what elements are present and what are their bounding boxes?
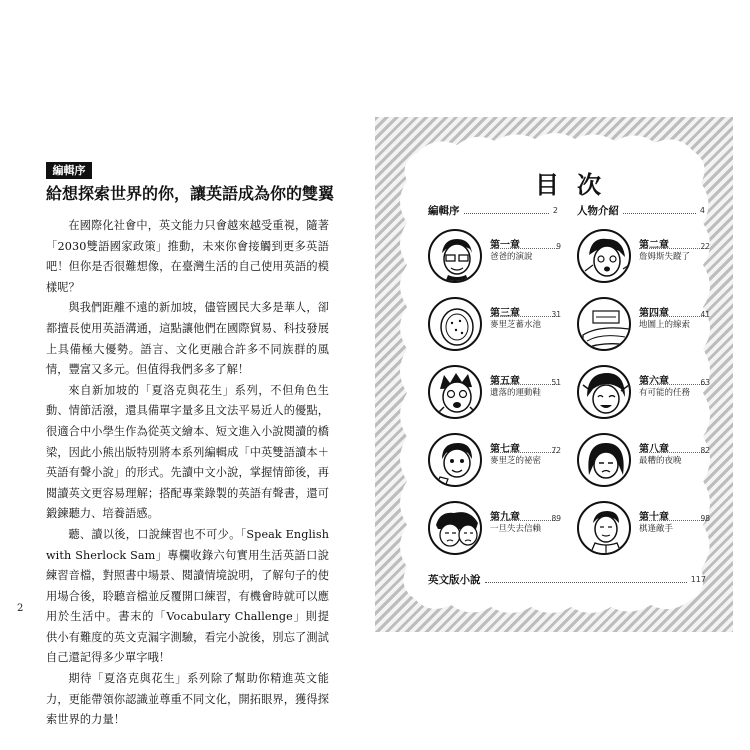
toc-title: 目次 <box>535 171 619 199</box>
chapter-label: 第十章 <box>639 512 669 523</box>
reservoir-object-icon <box>428 297 482 351</box>
chapter-label: 第七章 <box>490 444 520 455</box>
chapter-label: 第六章 <box>639 376 669 387</box>
chapter-subtitle: 爸爸的演說 <box>490 252 533 262</box>
chapter-page: 31 <box>551 310 561 319</box>
chapter-label: 第一章 <box>490 240 520 251</box>
toc-chapter-3[interactable] <box>428 297 578 367</box>
sad-girl-portrait-icon <box>577 433 631 487</box>
preface-body <box>46 216 329 731</box>
editor-preface-label: 編輯序 <box>46 162 92 179</box>
page-number: 2 <box>17 603 24 614</box>
toc-chapter-2[interactable] <box>577 229 727 299</box>
chapter-label: 第四章 <box>639 308 669 319</box>
preface-paragraph: 期待「夏洛克與花生」系列除了幫助你精進英文能力，更能帶領你認識並尊重不同文化，開拓眼界，獲得探索世界的力量！ <box>46 672 329 727</box>
chapter-page: 89 <box>551 514 561 523</box>
toc-english-version[interactable] <box>428 572 706 587</box>
chapter-page: 98 <box>700 514 710 523</box>
toc-chapter-8[interactable] <box>577 433 727 503</box>
toc-characters-label: 人物介紹 <box>577 205 619 217</box>
excited-girl-portrait-icon <box>577 365 631 419</box>
dot-leader <box>485 577 687 583</box>
toc-chapter-6[interactable] <box>577 365 727 435</box>
chapter-page: 63 <box>700 378 710 387</box>
chapter-subtitle: 麥里芝蓄水池 <box>490 320 542 330</box>
toc-chapter-7[interactable] <box>428 433 578 503</box>
chapter-label: 第二章 <box>639 240 669 251</box>
chapter-subtitle: 棋逢敵手 <box>639 524 674 534</box>
chapter-page: 51 <box>551 378 561 387</box>
chapter-label: 第五章 <box>490 376 520 387</box>
dot-leader <box>464 208 549 214</box>
preface-title: 給想探索世界的你，讓英語成為你的雙翼 <box>46 184 335 203</box>
toc-chapter-5[interactable] <box>428 365 578 435</box>
chapter-subtitle: 有可能的任務 <box>639 388 691 398</box>
chapter-subtitle: 麥里芝的祕密 <box>490 456 542 466</box>
toc-editor-preface-page: 2 <box>552 206 558 215</box>
toc-chapter-1[interactable] <box>428 229 578 299</box>
chapter-subtitle: 遺落的運動鞋 <box>490 388 542 398</box>
dad-portrait-icon <box>428 229 482 283</box>
preface-paragraph: 在國際化社會中，英文能力只會越來越受重視，隨著「2030雙語國家政策」推動，未來你會接觸到更多英語吧！但你是否很難想像，在臺灣生活的自己使用英語的模樣呢？ <box>46 219 329 294</box>
chapter-label: 第三章 <box>490 308 520 319</box>
scared-boy-portrait-icon <box>577 229 631 283</box>
chapter-label: 第九章 <box>490 512 520 523</box>
preface-paragraph: 聽、讀以後，口說練習也不可少。「Speak English with Sherlock Sam」專欄收錄六句實用生活英語口說練習音檔，對照書中場景、閱讀情境說明，了解句子的使用場合後，聆聽音檔並反覆開口練習，有機會時就可以應用於生活中。書末的「Vocabulary Challenge」則提供小有難度的英文克漏字測驗，看完小說後，別忘了測試自己還記得多少單字哦！ <box>46 527 329 665</box>
chapter-subtitle: 詹姆斯失蹤了 <box>639 252 691 262</box>
toc-characters <box>577 203 705 218</box>
toc-editor-preface-label: 編輯序 <box>428 205 460 217</box>
toc-editor-preface <box>428 203 558 218</box>
pointing-boy-portrait-icon <box>428 433 482 487</box>
chapter-page: 9 <box>556 242 561 251</box>
worried-group-portrait-icon <box>428 501 482 555</box>
chapter-subtitle: 最糟的夜晚 <box>639 456 682 466</box>
dot-leader <box>623 208 696 214</box>
toc-characters-page: 4 <box>699 206 705 215</box>
chapter-label: 第八章 <box>639 444 669 455</box>
chapter-subtitle: 地圖上的線索 <box>639 320 691 330</box>
chapter-page: 41 <box>700 310 710 319</box>
table-of-contents-page <box>375 117 733 632</box>
toc-chapter-9[interactable] <box>428 501 578 571</box>
preface-paragraph: 與我們距離不遠的新加坡，儘管國民大多是華人，卻都擅長使用英語溝通，這點讓他們在國際貿易、科技發展上具備極大優勢。語言、文化更融合許多不同族群的風情，豐富又多元。但值得我們多多了解！ <box>46 301 329 377</box>
surprised-boy-portrait-icon <box>428 365 482 419</box>
chapter-page: 82 <box>700 446 710 455</box>
toc-english-version-label: 英文版小說 <box>428 574 481 586</box>
chapter-subtitle: 一旦失去信賴 <box>490 524 542 534</box>
toc-chapter-10[interactable] <box>577 501 727 571</box>
map-clue-icon <box>577 297 631 351</box>
toc-chapter-4[interactable] <box>577 297 727 367</box>
rival-man-portrait-icon <box>577 501 631 555</box>
preface-paragraph: 來自新加坡的「夏洛克與花生」系列，不但角色生動、情節活潑，還具備單字量多且文法平易近人的優點，很適合中小學生作為從英文繪本、短文進入小說閱讀的橋梁，因此小熊出版特別將本系列編輯成「中英雙語讀本＋英語有聲小說」的形式。先讀中文小說，掌握情節後，再閱讀英文更容易理解；搭配專業錄製的英語有聲書，還可鍛鍊聽力、培養語感。 <box>46 383 329 521</box>
chapter-page: 72 <box>551 446 561 455</box>
chapter-page: 22 <box>700 242 710 251</box>
toc-english-version-page: 117 <box>690 575 706 584</box>
